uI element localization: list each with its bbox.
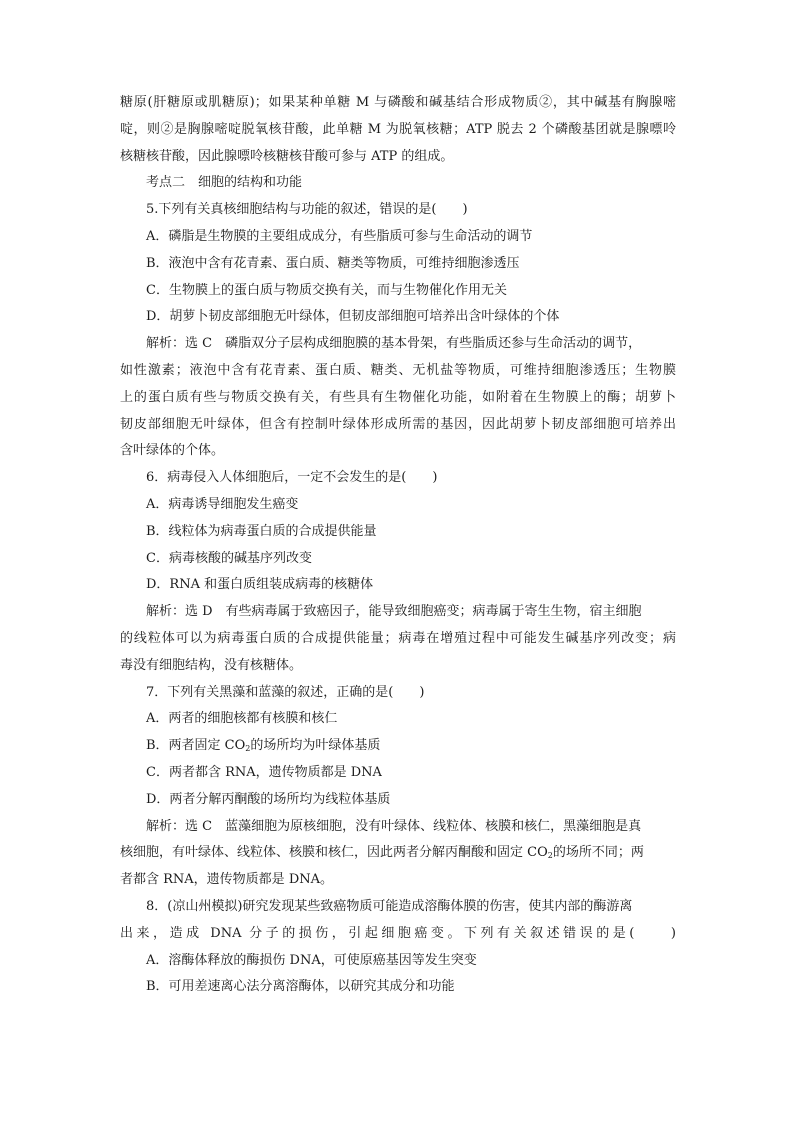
question-6-analysis: 的线粒体可以为病毒蛋白质的合成提供能量；病毒在增殖过程中可能发生碱基序列改变；病 [120,630,676,646]
question-5-analysis: 上的蛋白质有些与物质交换有关，有些具有生物催化功能，如附着在生物膜上的酶；胡萝卜 [120,389,676,405]
question-5-analysis: 含叶绿体的个体。 [120,443,225,459]
analysis-text-tail: 的场所不同；两 [552,845,644,861]
question-7-analysis: 解析：选 C 蓝藻细胞为原核细胞，没有叶绿体、线粒体、核膜和核仁，黑藻细胞是真 [146,818,642,834]
subscript-2: 2 [547,851,553,861]
question-5-option-c: C．生物膜上的蛋白质与物质交换有关，而与生物催化作用无关 [146,282,507,298]
question-5-analysis: 解析：选 C 磷脂双分子层构成细胞膜的基本骨架，有些脂质还参与生命活动的调节， [146,336,642,352]
document-body [120,90,676,1001]
text-line: 糖原(肝糖原或肌糖原)；如果某种单糖 M 与磷酸和碱基结合形成物质②，其中碱基有胸腺嘧 [120,95,676,110]
question-6-stem: 6．病毒侵入人体细胞后，一定不会发生的是( ) [146,470,438,486]
section-heading: 考点二 细胞的结构和功能 [146,175,303,191]
question-6-option-d: D．RNA 和蛋白质组装成病毒的核糖体 [146,577,374,593]
option-b-text-tail: 的场所均为叶绿体基质 [250,738,381,754]
subscript-2: 2 [245,744,251,754]
question-7-option-d: D．两者分解丙酮酸的场所均为线粒体基质 [146,791,391,807]
question-5-analysis: 如性激素；液泡中含有花青素、蛋白质、糖类、无机盐等物质，可维持细胞渗透压；生物膜 [120,362,676,378]
question-5-option-b: B．液泡中含有花青素、蛋白质、糖类等物质，可维持细胞渗透压 [146,255,520,271]
question-7-option-c: C．两者都含 RNA，遗传物质都是 DNA [146,764,382,780]
analysis-text: 核细胞，有叶绿体、线粒体、核膜和核仁，因此两者分解丙酮酸和固定 CO [120,845,548,861]
question-7-option-a: A．两者的细胞核都有核膜和核仁 [146,711,338,727]
question-8-stem: 出来，造成 DNA 分子的损伤，引起细胞癌变。下列有关叙述错误的是( ) [120,925,676,941]
question-5-stem: 5.下列有关真核细胞结构与功能的叙述，错误的是( ) [146,202,468,218]
question-6-analysis: 解析：选 D 有些病毒属于致癌因子，能导致细胞癌变；病毒属于寄生生物，宿主细胞 [146,604,642,620]
text-line: 啶，则②是胸腺嘧啶脱氧核苷酸，此单糖 M 为脱氧核糖；ATP 脱去 2 个磷酸基团就是腺嘌呤 [120,121,676,137]
option-b-text: B．两者固定 CO [146,738,246,754]
question-5-option-a: A．磷脂是生物膜的主要组成成分，有些脂质可参与生命活动的调节 [146,228,533,244]
question-7-analysis [120,840,676,867]
question-6-option-b: B．线粒体为病毒蛋白质的合成提供能量 [146,523,377,539]
question-5-analysis: 韧皮部细胞无叶绿体，但含有控制叶绿体形成所需的基因，因此胡萝卜韧皮部细胞可培养出 [120,416,676,432]
text-line: 核糖核苷酸，因此腺嘌呤核糖核苷酸可参与 ATP 的组成。 [120,148,454,164]
question-8-option-a: A．溶酶体释放的酶损伤 DNA，可使原癌基因等发生突变 [146,952,477,968]
question-6-option-a: A．病毒诱导细胞发生癌变 [146,496,299,512]
question-6-option-c: C．病毒核酸的碱基序列改变 [146,550,312,566]
question-7-stem: 7．下列有关黑藻和蓝藻的叙述，正确的是( ) [146,684,425,700]
question-7-analysis: 者都含 RNA，遗传物质都是 DNA。 [120,872,334,888]
question-8-stem: 8．(凉山州模拟)研究发现某些致癌物质可能造成溶酶体膜的伤害，使其内部的酶游离 [146,898,633,914]
question-5-option-d: D．胡萝卜韧皮部细胞无叶绿体，但韧皮部细胞可培养出含叶绿体的个体 [146,309,560,325]
question-7-option-b [120,733,676,760]
question-8-option-b: B．可用差速离心法分离溶酶体，以研究其成分和功能 [146,979,455,995]
question-6-analysis: 毒没有细胞结构，没有核糖体。 [120,657,303,673]
